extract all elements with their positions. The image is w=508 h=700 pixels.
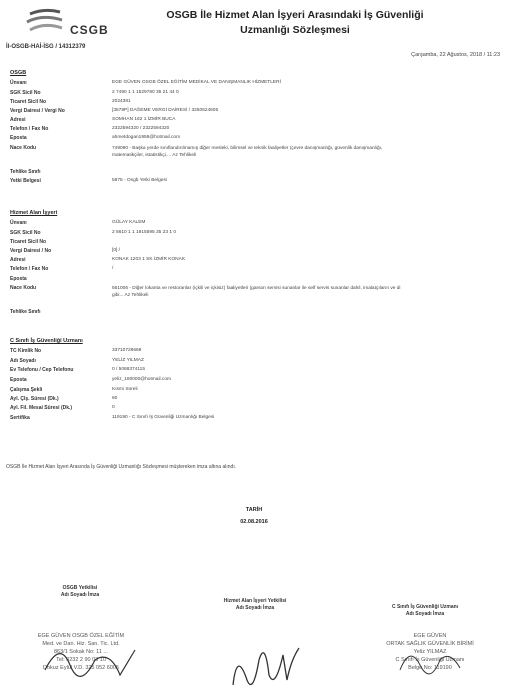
osgb-field-label: Ünvanı [10, 80, 27, 86]
osgb-field-value: 5875 - Osgb Yetki Belgesi [112, 178, 167, 183]
workplace-field-value: 561006 - Diğer lokanta ve restoranlar (içkili ve içkisiz) faaliyetleri (garson servisi sunanlar ile self servis sunanlar dahil, imalatçıların ve di gibi... Az Tehlikeli [112, 286, 401, 298]
title-line-1: OSGB İle Hizmet Alan İşyeri Arasındaki İş Güvenliği [166, 9, 424, 21]
specialist-field-label: Adı Soyadı [10, 358, 36, 364]
osgb-field-label: Telefon / Fax No [10, 126, 49, 132]
workplace-field-label: SGK Sicil No [10, 230, 41, 236]
workplace-field-label: Vergi Dairesi / No [10, 248, 52, 254]
reference-number: İl-OSGB-HAİ-İSG / 14312379 [6, 44, 86, 50]
workplace-field-label: Ticaret Sicil No [10, 239, 47, 245]
osgb-signature-block [20, 585, 140, 599]
workplace-field-value: / [112, 266, 114, 271]
specialist-field-value: 0 / 5068374115 [112, 367, 145, 372]
workplace-signatory-title: Hizmet Alan İşyeri Yetkilisi [223, 598, 287, 604]
specialist-signature-icon [395, 640, 465, 680]
logo-text: CSGB [70, 23, 109, 37]
workplace-section-title: Hizmet Alan İşyeri [10, 210, 58, 216]
osgb-field-label: Ticaret Sicil No [10, 99, 47, 105]
osgb-field-label: Vergi Dairesi / Vergi No [10, 108, 65, 114]
specialist-field-label: Ev Telefonu / Cep Telefonu [10, 367, 74, 373]
osgb-field-label: SGK Sicil No [10, 90, 41, 96]
tarih-value: 02.08.2016 [240, 519, 268, 525]
osgb-field-value: 749090 - Başka yerde sınıflandırılmamış diğer mesleki, bilimsel ve teknik faaliyetler (çevre danışmanlığı, güvenlik danışmanlığı, matematikçiler, istatistikçi,... Az Tehlikeli [112, 146, 383, 158]
workplace-signature-block [180, 598, 330, 612]
osgb-field-value: SOMHAN 162 1 İZMİR BUCA [112, 117, 176, 122]
osgb-section-title: OSGB [10, 70, 27, 76]
workplace-field-value: GÜLAY KALEM [112, 220, 146, 225]
specialist-field-value: 60 [112, 396, 118, 401]
document-date: Çarşamba, 22 Ağustos, 2018 / 11:23 [411, 52, 500, 58]
specialist-field-value: yeliz_180000@hotmail.com [112, 377, 171, 382]
specialist-field-label: Sertifika [10, 415, 30, 421]
osgb-signatory-title: OSGB Yetkilisi [62, 585, 98, 591]
workplace-field-value: KONAK 1203 1 SK İZMİR KONAK [112, 257, 186, 262]
workplace-signatory-sub: Adı Soyadı İmza [235, 605, 275, 611]
specialist-section-title: C Sınıfı İş Güvenliği Uzmanı [10, 338, 83, 344]
specialist-signatory-title: C Sınıfı İş Güvenliği Uzmanı [391, 604, 459, 610]
specialist-field-value: YELİZ YILMAZ [112, 358, 144, 363]
workplace-field-label: Tehlike Sınıfı [10, 309, 41, 315]
workplace-field-label: Nace Kodu [10, 285, 37, 291]
specialist-field-value: 33710728668 [112, 348, 142, 353]
osgb-field-value: 2 7490 1 1 1529780 35 21 44 0 [112, 90, 179, 95]
osgb-signatory-sub: Adı Soyadı İmza [60, 592, 100, 598]
title-line-2: Uzmanlığı Sözleşmesi [240, 24, 350, 36]
specialist-signatory-sub: Adı Soyadı İmza [405, 611, 445, 617]
osgb-stamp: EGE GÜVEN OSGB ÖZEL EĞİTİM Med. ve Dan. Hiz. San. Tic. Ltd. 863/1 Sokak No: 11 ... Tel: 0232 2 90 03 10 Dokuz Eylül V.D. 325 052 6005 [37, 633, 125, 671]
workplace-field-label: Ünvanı [10, 220, 27, 226]
workplace-field-label: Telefon / Fax No [10, 266, 49, 272]
osgb-field-label: Yetki Belgesi [10, 178, 41, 184]
osgb-field-value: [3578P] DAĞEME VERGİ DAİRESİ / 3250524605 [112, 108, 219, 113]
osgb-field-label: Tehlike Sınıfı [10, 169, 41, 175]
agreement-note: OSGB İle Hizmet Alan İşyeri Arasında İş Güvenliği Uzmanlığı Sözleşmesi müştereken imza altına alındı. [6, 464, 237, 470]
document-title [130, 8, 460, 38]
workplace-field-value: 2 5610 1 1 1915595 35 23 1 0 [112, 230, 177, 235]
specialist-field-value: 0 [112, 405, 115, 410]
specialist-field-label: TC Kimlik No [10, 348, 42, 354]
csgb-logo-icon [24, 6, 70, 40]
osgb-signature-icon [40, 630, 140, 690]
specialist-field-label: Çalışma Şekli [10, 387, 43, 393]
osgb-field-value: 2322594320 / 2322594320 [112, 126, 170, 131]
workplace-field-label: Adresi [10, 257, 26, 263]
osgb-field-value: EGE GÜVEN OSGB ÖZEL EĞİTİM MEDİKAL VE DANIŞMANLIK HİZMETLERİ [112, 80, 281, 85]
workplace-field-value: [0] / [112, 248, 120, 253]
osgb-field-label: Adresi [10, 117, 26, 123]
osgb-field-label: Eposta [10, 135, 27, 141]
specialist-stamp: EGE GÜVEN ORTAK SAĞLIK GÜVENLİK BİRİMİ Yeliz YILMAZ C Sınıfı İş Güvenliği Uzmanı Belge No: 119190 [386, 633, 474, 671]
specialist-field-label: Ayl. Fil. Mesai Süresi (Dk.) [10, 405, 73, 411]
osgb-field-value: ahmetdogan1958@hotmail.com [112, 135, 181, 140]
specialist-signature-block [350, 604, 500, 618]
csgb-logo [24, 6, 109, 42]
workplace-signature-icon [225, 630, 305, 695]
workplace-field-label: Eposta [10, 276, 27, 282]
specialist-field-value: 119190 - C Sınıfı İş Güvenliği Uzmanlığı Belgesi [112, 415, 215, 420]
osgb-field-value: 2024381 [112, 99, 131, 104]
specialist-field-value: Kısmi Süreli [112, 387, 138, 392]
specialist-field-label: Ayl. Çlş. Süresi (Dk.) [10, 396, 59, 402]
specialist-field-label: Eposta [10, 377, 27, 383]
tarih-label: TARİH [245, 507, 263, 513]
osgb-field-label: Nace Kodu [10, 145, 37, 151]
